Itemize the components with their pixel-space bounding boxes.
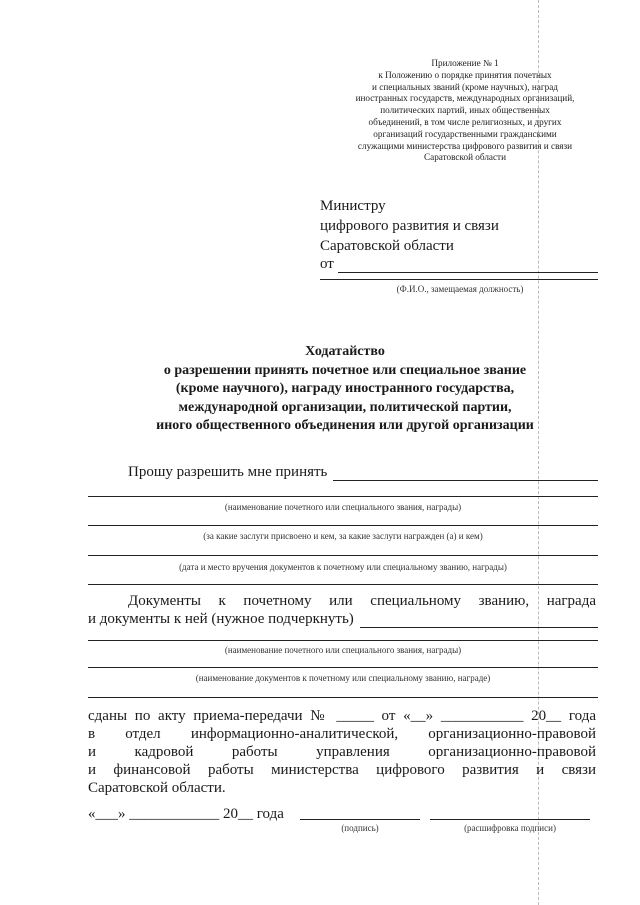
addressee-line: цифрового развития и связи — [320, 218, 499, 234]
appendix-line: организаций государственными гражданскими — [373, 128, 557, 139]
from-fill-line-2 — [320, 279, 598, 280]
signature-line — [300, 819, 420, 820]
documents-caption-2: (наименование документов к почетному или специальному званию, награде) — [195, 673, 491, 683]
request-caption-1: (наименование почетного или специального звания, награды) — [224, 502, 462, 512]
petition-heading: Ходатайство — [305, 344, 385, 359]
appendix-line: объединений, в том числе религиозных, и других — [368, 116, 562, 127]
from-fill-line — [338, 259, 598, 273]
addressee-line: Министру — [320, 198, 386, 214]
appendix-line: Саратовской области — [423, 152, 506, 163]
documents-line-2: и документы к ней (нужное подчеркнуть) — [88, 611, 354, 627]
handover-line-2: в отдел информационно-аналитической, организационно-правовой — [88, 726, 596, 742]
handover-line-1: сданы по акту приема-передачи № _____ от «__» ___________ 20__ года — [88, 708, 596, 724]
handover-line-3: и кадровой работы управления организационно-правовой — [88, 744, 596, 760]
handover-line-4: и финансовой работы министерства цифрового развития и связи — [88, 762, 596, 778]
signature-decode-line — [430, 819, 590, 820]
request-line — [128, 463, 598, 481]
signature-decode-caption: (расшифровка подписи) — [464, 823, 556, 833]
addressee-line: Саратовской области — [320, 238, 454, 254]
documents-caption-1: (наименование почетного или специального звания, награды) — [224, 645, 462, 655]
petition-subtitle-line: о разрешении принять почетное или специальное звание — [163, 362, 527, 378]
documents-line-2-row — [88, 610, 598, 628]
documents-line-1: Документы к почетному или специальному званию, награда — [128, 593, 596, 609]
appendix-line: служащими министерства цифрового развития и связи — [357, 140, 573, 151]
appendix-line: к Положению о порядке принятия почетных — [378, 69, 552, 80]
petition-subtitle-line: иного общественного объединения или другой организации — [156, 418, 534, 433]
petition-subtitle-line: (кроме научного), награду иностранного государства, — [175, 381, 515, 396]
addressee-block — [320, 196, 499, 256]
signature-caption: (подпись) — [341, 823, 379, 833]
from-label: от — [320, 256, 334, 272]
addressee-caption: (Ф.И.О., замещаемая должность) — [396, 284, 524, 294]
appendix-line: и специальных званий (кроме научных), наград — [372, 81, 558, 92]
request-rule-1 — [88, 496, 598, 497]
from-field — [320, 256, 598, 273]
handover-line-5: Саратовской области. — [88, 780, 226, 796]
documents-rule-1 — [88, 640, 598, 641]
request-caption-2: (за какие заслуги присвоено и кем, за какие заслуги награжден (а) и кем) — [203, 531, 483, 541]
appendix-line: Приложение № 1 — [431, 58, 499, 68]
documents-rule-3 — [88, 697, 598, 698]
request-text: Прошу разрешить мне принять — [128, 464, 328, 480]
signature-date: «___» ____________ 20__ года — [88, 806, 284, 822]
petition-title — [95, 343, 595, 436]
request-caption-3: (дата и место вручения документов к почетному или специальному званию, награды) — [179, 562, 507, 572]
appendix-line: политических партий, иных общественных — [380, 105, 550, 116]
request-rule-3 — [88, 555, 598, 556]
request-rule-4 — [88, 584, 598, 585]
documents-fill-line — [360, 614, 598, 628]
documents-rule-2 — [88, 667, 598, 668]
request-rule-2 — [88, 525, 598, 526]
appendix-line: иностранных государств, международных организаций, — [355, 93, 575, 104]
appendix-header — [330, 58, 600, 164]
petition-subtitle-line: международной организации, политической партии, — [178, 399, 512, 415]
request-fill-line — [333, 467, 598, 481]
